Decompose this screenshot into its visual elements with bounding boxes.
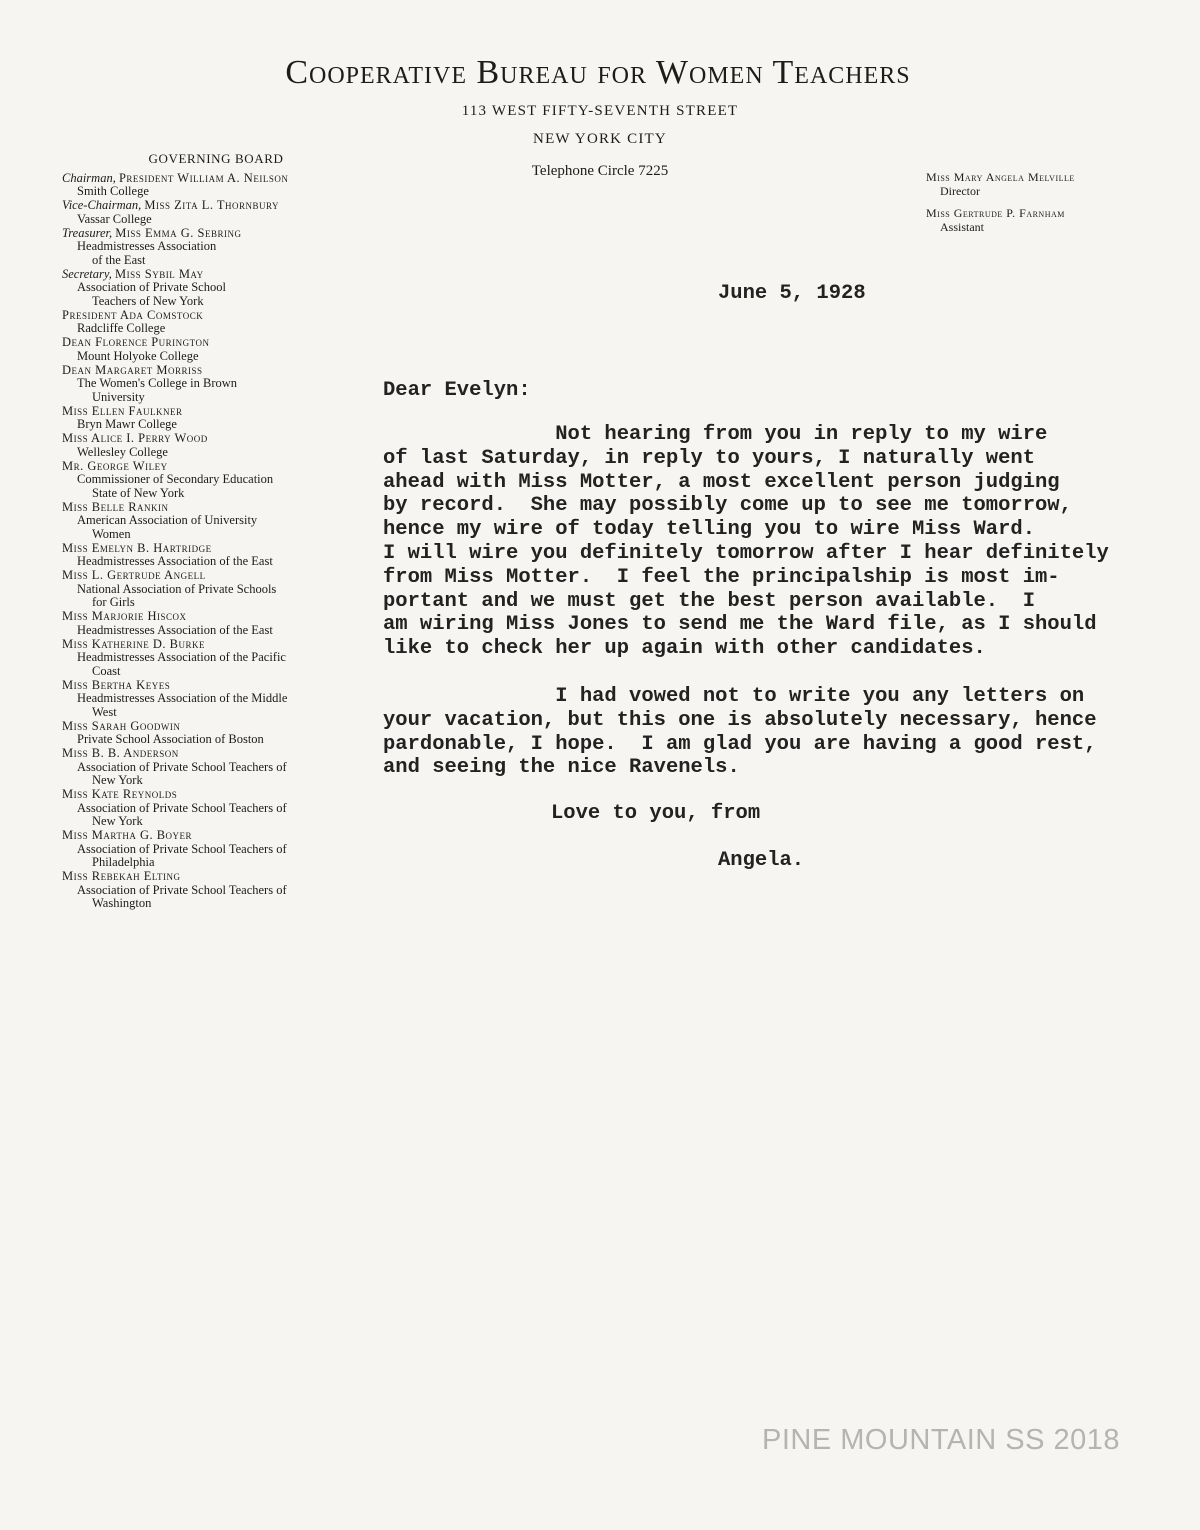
board-member-name: Miss Emelyn B. Hartridge <box>62 540 212 555</box>
letter-line: by record. She may possibly come up to see me tomorrow, <box>383 494 1072 518</box>
board-member <box>62 501 362 542</box>
board-member-affiliation: American Association of University <box>77 513 258 527</box>
board-member-header <box>62 569 362 583</box>
board-member-affiliation: Headmistresses Association of the East <box>77 622 273 637</box>
board-member-affiliation: Headmistresses Association of the Middle <box>77 691 288 705</box>
staff-role: Assistant <box>940 220 985 234</box>
governing-board-heading: GOVERNING BOARD <box>148 151 284 166</box>
board-member-affiliation: Association of Private School Teachers of <box>77 882 287 897</box>
board-member-header <box>62 309 362 323</box>
board-member <box>62 172 362 199</box>
board-member-affiliation: Private School Association of Boston <box>77 732 264 746</box>
board-member-header <box>62 638 362 652</box>
board-member-name: Dean Florence Purington <box>62 335 210 349</box>
board-member-role: Chairman, <box>62 170 116 185</box>
board-member-name: Miss Sybil May <box>115 266 204 281</box>
board-member-role: Vice-Chairman, <box>62 198 142 212</box>
board-member-affiliation: National Association of Private Schools <box>77 581 277 596</box>
board-member <box>62 268 362 309</box>
letterhead-address-city: NEW YORK CITY <box>533 131 667 147</box>
board-member <box>62 227 362 268</box>
staff-name: Miss Mary Angela Melville <box>926 170 1075 184</box>
board-member-header <box>62 172 362 186</box>
board-member-affiliation: Mount Holyoke College <box>77 348 199 363</box>
board-member-affiliation: West <box>92 704 117 719</box>
board-member-header <box>62 788 362 802</box>
letter-line: am wiring Miss Jones to send me the Ward file, as I should <box>383 613 1097 637</box>
board-member-name: Miss Rebekah Elting <box>62 869 181 883</box>
board-member-header <box>62 268 362 282</box>
letter-line: your vacation, but this one is absolutely necessary, hence <box>383 708 1097 732</box>
board-member-name: Miss Bertha Keyes <box>62 677 171 692</box>
board-member <box>62 405 362 432</box>
board-member-name: Miss Alice I. Perry Wood <box>62 431 208 445</box>
board-member <box>62 542 362 569</box>
board-member-header <box>62 199 362 213</box>
board-member-affiliation: Vassar College <box>77 211 152 226</box>
board-member-affiliation: New York <box>92 773 143 787</box>
board-member-name: President William A. Neilson <box>118 170 289 185</box>
board-member <box>62 199 362 226</box>
board-member-affiliation: Coast <box>92 663 121 678</box>
board-member <box>62 432 362 459</box>
board-member-name: President Ada Comstock <box>62 307 204 322</box>
letter-line: like to check her up again with other candidates. <box>383 637 986 661</box>
board-member-header <box>62 610 362 624</box>
letter-paragraph-1 <box>383 423 1109 661</box>
board-member-header <box>62 364 362 378</box>
board-member-header <box>62 870 362 884</box>
board-member-affiliation: Association of Private School Teachers of <box>77 800 287 815</box>
board-member-affiliation: Women <box>92 526 131 541</box>
board-member-affiliation: Commissioner of Secondary Education <box>77 472 274 486</box>
board-member-name: Miss Katherine D. Burke <box>62 636 206 651</box>
board-member-affiliation: of the East <box>92 252 146 267</box>
board-member <box>62 569 362 610</box>
board-member-header <box>62 679 362 693</box>
board-member-name: Miss Kate Reynolds <box>62 787 178 801</box>
board-member-header <box>62 829 362 843</box>
governing-board <box>62 152 362 911</box>
letterhead-address-street: 113 WEST FIFTY-SEVENTH STREET <box>461 103 739 119</box>
letter-line: Not hearing from you in reply to my wire <box>383 423 1048 446</box>
board-member <box>62 336 362 363</box>
letter-signature: Angela. <box>718 849 805 872</box>
board-member <box>62 829 362 870</box>
letter-line: hence my wire of today telling you to wire Miss Ward. <box>383 518 1036 542</box>
board-member-name: Miss Marjorie Hiscox <box>62 609 187 623</box>
letter-closing: Love to you, from <box>551 802 761 825</box>
board-member-affiliation: Wellesley College <box>77 444 168 459</box>
letter-date: June 5, 1928 <box>718 282 866 305</box>
board-member-header <box>62 747 362 761</box>
board-member-affiliation: Association of Private School Teachers of <box>77 759 287 774</box>
board-member <box>62 309 362 336</box>
board-member-name: Miss Martha G. Boyer <box>62 828 193 842</box>
letter-line: I will wire you definitely tomorrow after I hear definitely <box>383 541 1109 565</box>
board-member-affiliation: Teachers of New York <box>92 293 204 308</box>
letterhead-title-text: Cooperative Bureau for Women Teachers <box>285 54 911 91</box>
board-member <box>62 870 362 911</box>
letter-line: and seeing the nice Ravenels. <box>383 756 740 780</box>
board-member-header <box>62 501 362 515</box>
board-member-affiliation: Philadelphia <box>92 855 155 869</box>
board-member-affiliation: State of New York <box>92 485 185 500</box>
board-member-name: Miss L. Gertrude Angell <box>62 568 206 582</box>
board-member-header <box>62 405 362 419</box>
watermark: PINE MOUNTAIN SS 2018 <box>762 1424 1121 1456</box>
staff-name: Miss Gertrude P. Farnham <box>926 206 1065 220</box>
board-member <box>62 679 362 720</box>
board-member-affiliation: Washington <box>92 896 152 910</box>
board-member <box>62 638 362 679</box>
board-member-name: Miss Belle Rankin <box>62 499 169 514</box>
board-member-affiliation: Association of Private School <box>77 280 226 294</box>
board-member-affiliation: Headmistresses Association <box>77 239 217 253</box>
board-member-header <box>62 227 362 241</box>
board-member <box>62 747 362 788</box>
board-member <box>62 460 362 501</box>
board-member-header <box>62 336 362 350</box>
board-member-affiliation: Headmistresses Association of the East <box>77 554 273 568</box>
board-member <box>62 610 362 637</box>
letter-line: portant and we must get the best person available. I <box>383 589 1036 613</box>
board-member-affiliation: Bryn Mawr College <box>77 417 177 431</box>
board-member-name: Miss Zita L. Thornbury <box>144 198 279 212</box>
board-member-affiliation: Smith College <box>77 184 149 198</box>
board-member-list <box>62 172 362 911</box>
board-member <box>62 788 362 829</box>
board-member-header <box>62 432 362 446</box>
letter-salutation: Dear Evelyn: <box>383 379 531 402</box>
board-member-name: Miss Emma G. Sebring <box>115 225 242 240</box>
board-member-header <box>62 720 362 734</box>
board-member-affiliation: Headmistresses Association of the Pacific <box>77 650 286 664</box>
board-member-role: Secretary, <box>62 266 112 281</box>
staff-role: Director <box>940 184 980 198</box>
board-member-affiliation: University <box>92 389 145 404</box>
board-member-role: Treasurer, <box>62 225 113 240</box>
board-member-name: Miss Sarah Goodwin <box>62 718 181 733</box>
board-member-affiliation: The Women's College in Brown <box>77 376 238 390</box>
letter-line: of last Saturday, in reply to yours, I naturally went <box>383 446 1036 470</box>
board-member <box>62 720 362 747</box>
letter-line: I had vowed not to write you any letters on <box>383 685 1085 708</box>
board-member-name: Dean Margaret Morriss <box>62 362 203 377</box>
board-member-affiliation: New York <box>92 814 143 828</box>
letter-line: from Miss Motter. I feel the principalship is most im- <box>383 565 1060 589</box>
letterhead-telephone: Telephone Circle 7225 <box>531 163 669 179</box>
board-member-header <box>62 542 362 556</box>
board-member-affiliation: Association of Private School Teachers of <box>77 841 287 856</box>
board-member-header <box>62 460 362 474</box>
staff-list <box>926 170 1075 242</box>
letter-line: pardonable, I hope. I am glad you are having a good rest, <box>383 732 1097 756</box>
board-member <box>62 364 362 405</box>
letter-paragraph-2 <box>383 685 1097 780</box>
board-member-name: Miss B. B. Anderson <box>62 746 179 760</box>
board-member-affiliation: for Girls <box>92 595 135 609</box>
board-member-name: Miss Ellen Faulkner <box>62 403 183 418</box>
board-member-name: Mr. George Wiley <box>62 458 168 473</box>
letterhead-title <box>0 54 1200 92</box>
board-member-affiliation: Radcliffe College <box>77 321 166 335</box>
letter-line: ahead with Miss Motter, a most excellent person judging <box>383 470 1060 494</box>
